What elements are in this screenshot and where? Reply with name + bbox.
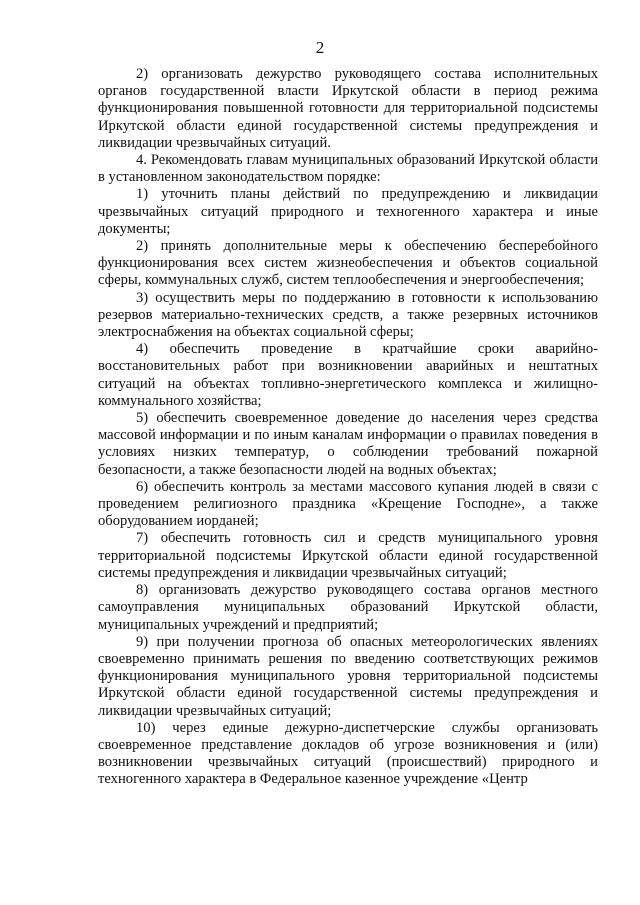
paragraph-4-1: 1) уточнить планы действий по предупреждению и ликвидации чрезвычайных ситуаций природного и техногенного характера и иные документы; [98,186,598,237]
paragraph-3-2: 2) организовать дежурство руководящего состава исполнительных органов государственной власти Иркутской области в период режима функционирования повышенной готовности для территориальной подсистемы Иркутской области единой государственной системы предупреждения и ликвидации чрезвычайных ситуаций. [98,66,598,151]
paragraph-4-3: 3) осуществить меры по поддержанию в готовности к использованию резервов материально-технических средств, а также резервных источников электроснабжения на объектах социальной сферы; [98,289,598,341]
page-number: 2 [315,38,325,57]
paragraph-4-7: 7) обеспечить готовность сил и средств муниципального уровня территориальной подсистемы Иркутской области единой государственной системы предупреждения и ликвидации чрезвычайных ситуаций; [98,530,598,581]
paragraph-4: 4. Рекомендовать главам муниципальных образований Иркутской области в установленном законодательством порядке: [98,152,598,186]
paragraph-4-5: 5) обеспечить своевременное доведение до населения через средства массовой информации и по иным каналам информации о правилах поведения в условиях низких температур, о соблюдении требований пожарной безопасности, а также безопасности людей на водных объектах; [98,410,598,478]
paragraph-4-2: 2) принять дополнительные меры к обеспечению бесперебойного функционирования всех систем жизнеобеспечения и объектов социальной сферы, коммунальных служб, систем теплообеспечения и энергообеспечения; [98,238,598,289]
paragraph-4-6: 6) обеспечить контроль за местами массового купания людей в связи с проведением религиозного праздника «Крещение Господне», а также оборудованием иорданей; [98,478,598,530]
paragraph-4-8: 8) организовать дежурство руководящего состава органов местного самоуправления муниципальных образований Иркутской области, муниципальных учреждений и предприятий; [98,582,598,633]
paragraph-4-10: 10) через единые дежурно-диспетчерские службы организовать своевременное представление докладов об угрозе возникновения и (или) возникновении чрезвычайных ситуаций (происшествий) природного и техногенного характера в Федеральное казенное учреждение «Центр [98,719,598,788]
paragraph-4-9: 9) при получении прогноза об опасных метеорологических явлениях своевременно принимать решения по введению соответствующих режимов функционирования муниципального уровня территориальной подсистемы Иркутской области единой государственной системы предупреждения и ликвидации чрезвычайных ситуаций; [98,633,598,719]
document-body [98,66,598,789]
paragraph-4-4: 4) обеспечить проведение в кратчайшие сроки аварийно-восстановительных работ при возникновении аварийных и нештатных ситуаций на объектах топливно-энергетического комплекса и жилищно-коммунального хозяйства; [98,341,598,409]
